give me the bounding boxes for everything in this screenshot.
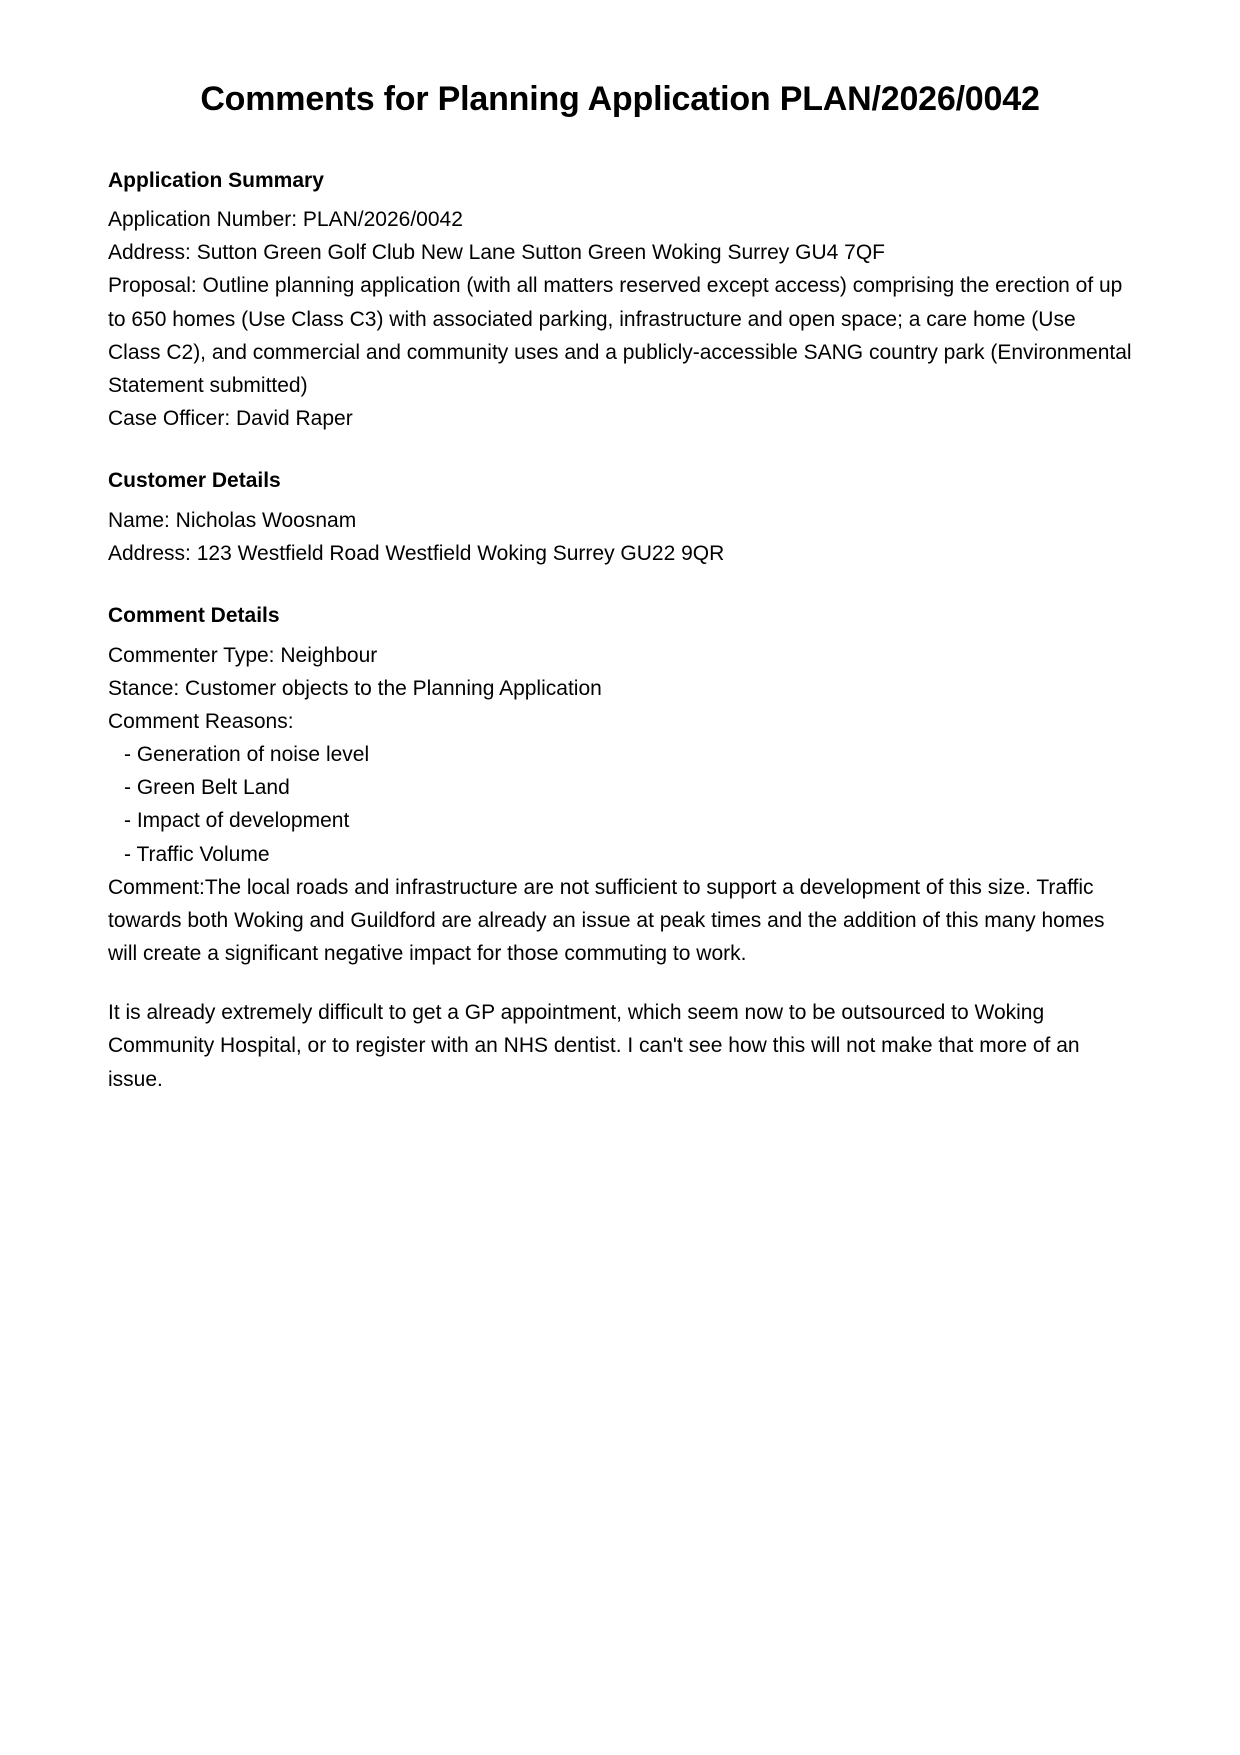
list-item: - Impact of development [124, 809, 350, 833]
application-summary-section [108, 165, 1132, 436]
comment-details-heading: Comment Details [108, 604, 280, 628]
comment-reasons-list [108, 738, 1132, 871]
customer-address-line: Address: 123 Westfield Road Westfield Woking Surrey GU22 9QR [108, 541, 725, 565]
list-item: - Traffic Volume [124, 842, 270, 866]
list-item: - Generation of noise level [124, 743, 370, 767]
comment-reasons-label: Comment Reasons: [108, 709, 294, 733]
comment-details-section [108, 600, 1132, 1096]
case-officer-line: Case Officer: David Raper [108, 407, 353, 431]
list-item: - Green Belt Land [124, 776, 290, 800]
customer-name-line: Name: Nicholas Woosnam [108, 508, 357, 532]
application-proposal-line: Proposal: Outline planning application (with all matters reserved except access) comprising the erection of up to 650 homes (Use Class C3) with associated parking, infrastructure and open space; a care home (Use Class C2), and commercial and community uses and a publicly-accessible SANG country park (Environmental Statement submitted) [108, 274, 1132, 397]
application-address-line: Address: Sutton Green Golf Club New Lane Sutton Green Woking Surrey GU4 7QF [108, 241, 885, 265]
customer-details-heading: Customer Details [108, 469, 281, 493]
customer-details-section [108, 465, 1132, 570]
comment-paragraph-2: It is already extremely difficult to get a GP appointment, which seem now to be outsourced to Woking Community Hospital, or to register with an NHS dentist. I can't see how this will not make that more of an issue. [108, 1001, 1080, 1091]
application-summary-heading: Application Summary [108, 168, 324, 192]
page-title: Comments for Planning Application PLAN/2026/0042 [200, 80, 1040, 118]
commenter-type-line: Commenter Type: Neighbour [108, 643, 378, 667]
paragraph-spacer [108, 970, 1132, 996]
comment-paragraph-1: Comment:The local roads and infrastructure are not sufficient to support a development of this size. Traffic towards both Woking and Guildford are already an issue at peak times and the addition of this many homes will create a significant negative impact for those commuting to work. [108, 875, 1105, 966]
application-number-line: Application Number: PLAN/2026/0042 [108, 208, 463, 231]
stance-line: Stance: Customer objects to the Planning Application [108, 676, 602, 700]
